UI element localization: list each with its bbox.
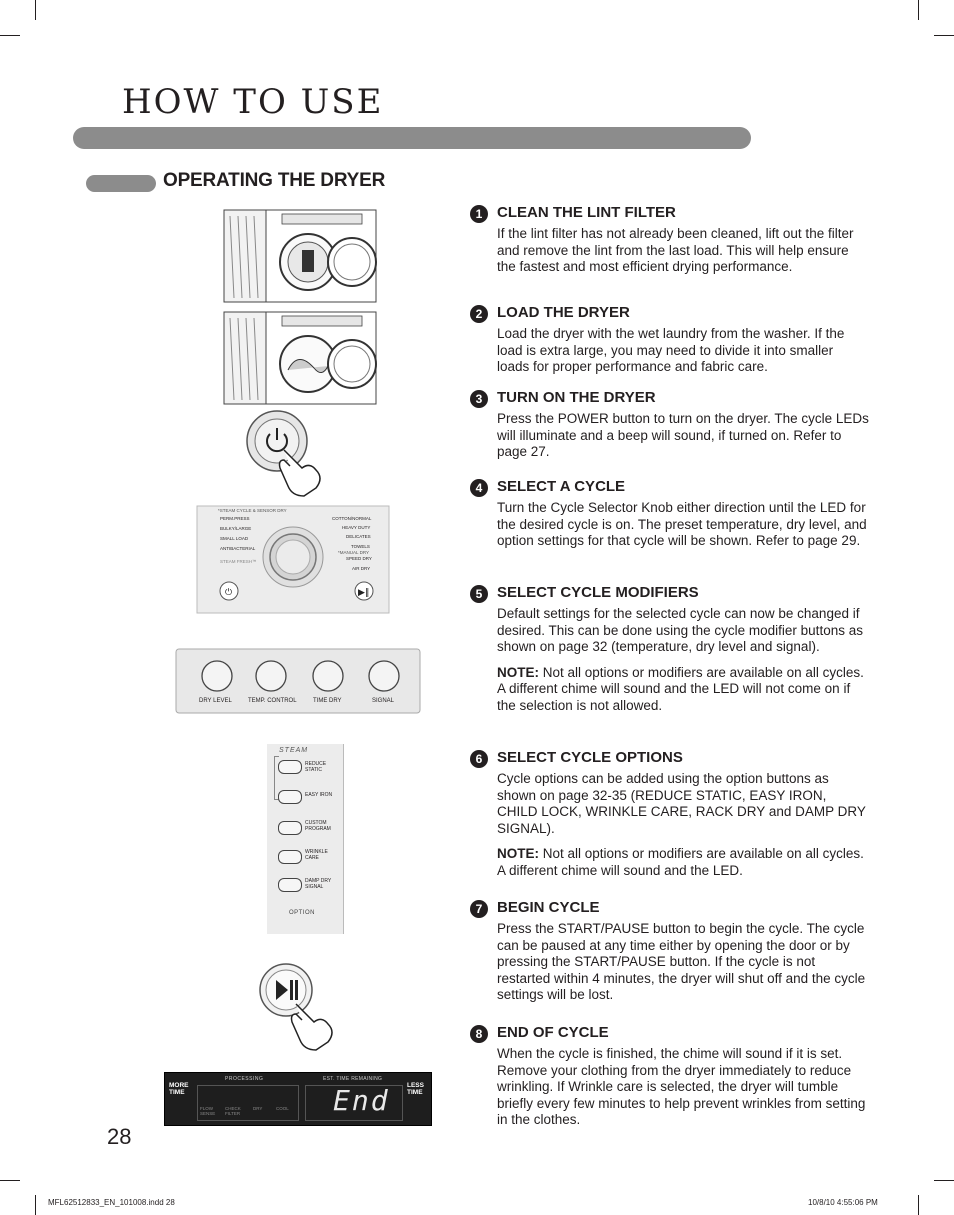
option-button (278, 821, 302, 835)
est-time-label: EST. TIME REMAINING (323, 1076, 383, 1082)
option-label: EASY IRON (305, 792, 333, 798)
start-pause-button-illustration (258, 960, 342, 1054)
option-button (278, 878, 302, 892)
step-body (497, 606, 869, 715)
steam-label: STEAM (279, 747, 309, 754)
indicator-label: DRY (253, 1106, 263, 1111)
modifier-buttons-panel (175, 648, 421, 714)
crop-mark (0, 35, 20, 36)
svg-text:⏻: ⏻ (225, 588, 233, 598)
step-body: Load the dryer with the wet laundry from the washer. If the load is extra large, you may need to divide it into smaller loads for proper performance and fabric care. (497, 326, 845, 375)
dryer-loading-illustration (222, 310, 378, 406)
option-button (278, 790, 302, 804)
step-text: Cycle options can be added using the option buttons as shown on page 32-35 (REDUCE STATIC, EASY IRON, CHILD LOCK, WRINKLE CARE, RACK DRY and DAMP DRY SIGNAL). (497, 771, 866, 836)
crop-mark (918, 0, 919, 20)
crop-mark (934, 1180, 954, 1181)
cycle-label-left: BULKY/LARGE (220, 526, 252, 531)
cycle-label-left: PERM.PRESS (220, 516, 250, 521)
step-note (497, 846, 869, 879)
crop-mark (0, 1180, 20, 1181)
note-label: NOTE: (497, 664, 539, 680)
option-label: DAMP DRY SIGNAL (305, 878, 332, 890)
crop-mark (35, 1195, 36, 1215)
options-panel (267, 744, 344, 934)
less-time-label: LESS TIME (407, 1082, 424, 1096)
step-body: Turn the Cycle Selector Knob either direction until the LED for the desired cycle is on. The preset temperature, dry level, and option settings for that cycle will be shown. Refer to page 29. (497, 500, 867, 549)
option-button (278, 760, 302, 774)
title-bar (73, 127, 751, 149)
cycle-label-right: HEAVY DUTY (342, 525, 371, 530)
dryer-lint-filter-illustration (222, 208, 378, 304)
crop-mark (934, 35, 954, 36)
option-label: WRINKLE CARE (305, 849, 328, 861)
step-note (497, 665, 869, 715)
cycle-label-left: STEAM FRESH™ (220, 559, 257, 564)
step-title: END OF CYCLE (497, 1024, 609, 1041)
step-number: 8 (470, 1025, 488, 1043)
option-label: REDUCE STATIC (305, 761, 327, 773)
page-title: HOW TO USE (122, 82, 384, 122)
indicator-label: FLOW SENSE (200, 1106, 216, 1116)
cycle-label-right: DELICATES (346, 534, 371, 539)
step-number: 4 (470, 479, 488, 497)
step-title: TURN ON THE DRYER (497, 389, 656, 406)
step-number: 6 (470, 750, 488, 768)
cycle-label-left: ANTIBACTERIAL (220, 546, 256, 551)
dryer-display (164, 1072, 432, 1126)
cycle-panel-note: *STEAM CYCLE & SENSOR DRY (218, 508, 287, 513)
step-title: BEGIN CYCLE (497, 899, 600, 916)
page-number: 28 (107, 1124, 132, 1149)
note-label: NOTE: (497, 846, 539, 862)
note-text: Not all options or modifiers are available on all cycles. A different chime will sound and the LED. (497, 846, 864, 878)
step-title: CLEAN THE LINT FILTER (497, 204, 676, 221)
cycle-label-right: *MANUAL DRY (338, 550, 370, 555)
processing-label: PROCESSING (225, 1076, 264, 1082)
crop-mark (918, 1195, 919, 1215)
note-text: Not all options or modifiers are available on all cycles. A different chime will sound and the LED will not come on if the selection is not allowed. (497, 664, 864, 713)
indicator-label: COOL (276, 1106, 289, 1111)
step-number: 1 (470, 205, 488, 223)
step-number: 3 (470, 390, 488, 408)
power-button-illustration (244, 408, 330, 498)
step-title: SELECT A CYCLE (497, 478, 626, 495)
footer-timestamp: 10/8/10 4:55:06 PM (808, 1198, 878, 1207)
option-button (278, 850, 302, 864)
more-time-label: MORE TIME (169, 1082, 189, 1096)
step-body: Press the START/PAUSE button to begin the cycle. The cycle can be paused at any time either by opening the door or by pressing the START/PAUSE button. If the cycle is not restarted within 4 minutes, the dryer will shut off and the cycle settings will be lost. (497, 921, 866, 1003)
time-dry-button-label: TIME DRY (313, 698, 342, 704)
step-body: When the cycle is finished, the chime will sound if it is set. Remove your clothing from the dryer immediately to reduce wrinkling. If Wrinkle care is selected, the dryer will tumble briefly every few minutes to help prevent wrinkles from setting in the clothes. (497, 1046, 866, 1128)
step-title: LOAD THE DRYER (497, 304, 630, 321)
step-number: 5 (470, 585, 488, 603)
cycle-label-right: TOWELS (351, 544, 370, 549)
cycle-label-right: AIR DRY (352, 566, 371, 571)
step-body: If the lint filter has not already been cleaned, lift out the filter and remove the lint from the last load. This will help ensure the fastest and most efficient drying performance. (497, 226, 854, 275)
signal-button-label: SIGNAL (372, 698, 395, 704)
cycle-label-left: SMALL LOAD (220, 536, 249, 541)
step-title: SELECT CYCLE OPTIONS (497, 749, 683, 766)
step-body (497, 771, 869, 880)
dry-level-button-label: DRY LEVEL (199, 698, 232, 704)
section-pill (86, 175, 156, 192)
time-readout: End (333, 1084, 390, 1117)
section-title: OPERATING THE DRYER (163, 170, 386, 191)
cycle-label-right: COTTON/NORMAL (332, 516, 372, 521)
footer-file-info: MFL62512833_EN_101008.indd 28 (48, 1198, 175, 1207)
step-number: 2 (470, 305, 488, 323)
temp-control-button-label: TEMP. CONTROL (248, 698, 297, 704)
cycle-selector-panel (196, 505, 390, 615)
step-title: SELECT CYCLE MODIFIERS (497, 584, 699, 601)
crop-mark (35, 0, 36, 20)
indicator-label: CHECK FILTER (225, 1106, 241, 1116)
step-body: Press the POWER button to turn on the dryer. The cycle LEDs will illuminate and a beep will sound, if turned on. Refer to page 27. (497, 411, 869, 460)
cycle-label-right: SPEED DRY (346, 556, 372, 561)
step-text: Default settings for the selected cycle can now be changed if desired. This can be done using the cycle modifier buttons as shown on page 32 (temperature, dry level and signal). (497, 606, 863, 655)
option-footer-label: OPTION (289, 910, 316, 916)
option-label: CUSTOM PROGRAM (305, 820, 331, 832)
svg-text:▶‖: ▶‖ (358, 588, 370, 598)
step-number: 7 (470, 900, 488, 918)
